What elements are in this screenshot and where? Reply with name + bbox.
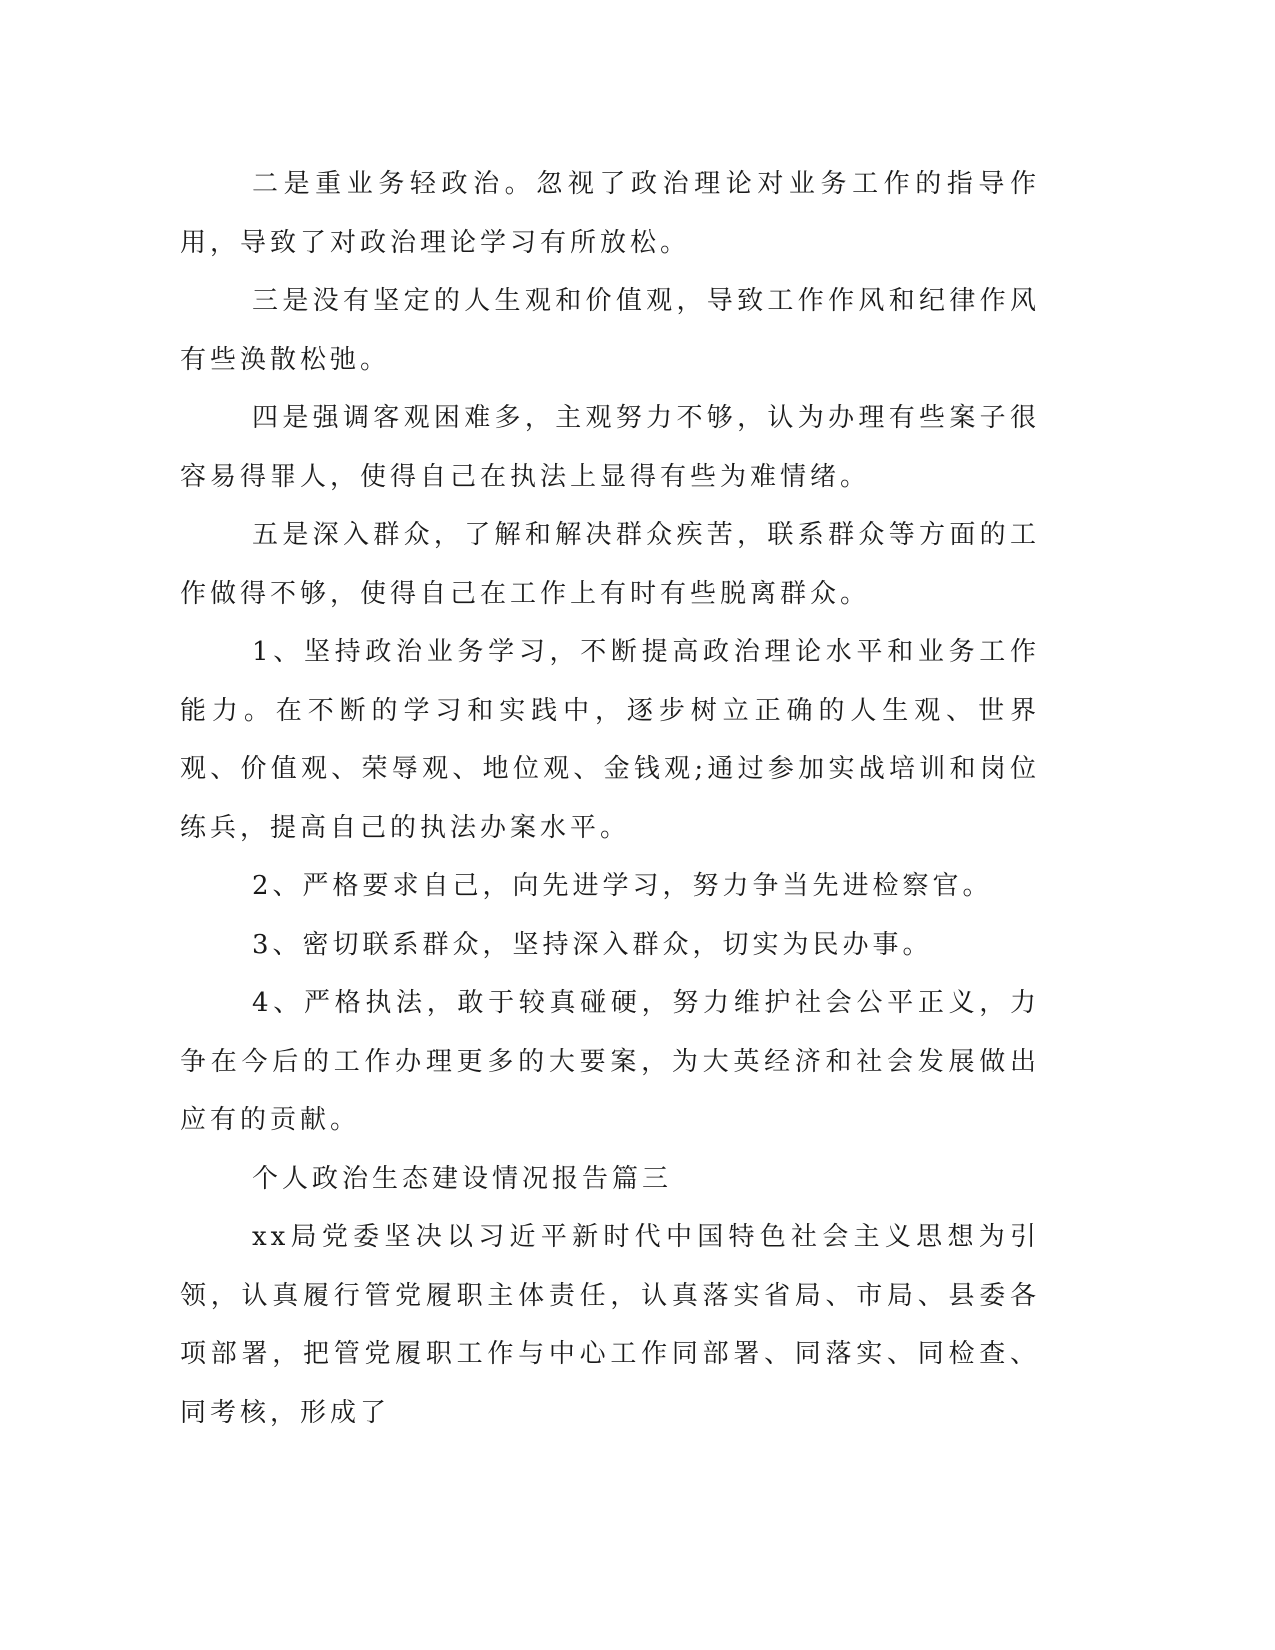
paragraph-measure-4: 4、严格执法，敢于较真碰硬，努力维护社会公平正义，力争在今后的工作办理更多的大要案，为大英经济和社会发展做出应有的贡献。 <box>180 988 1040 1135</box>
document-body <box>180 155 1040 1442</box>
paragraph-measure-3: 3、密切联系群众，坚持深入群众，切实为民办事。 <box>252 929 933 960</box>
paragraph-mass-contact: 五是深入群众，了解和解决群众疾苦，联系群众等方面的工作做得不够，使得自己在工作上有时有些脱离群众。 <box>180 520 1040 609</box>
paragraph-measure-2: 2、严格要求自己，向先进学习，努力争当先进检察官。 <box>252 871 993 901</box>
paragraph-political-neglect: 二是重业务轻政治。忽视了政治理论对业务工作的指导作用，导致了对政治理论学习有所放松。 <box>180 169 1040 258</box>
paragraph-section-intro: xx局党委坚决以习近平新时代中国特色社会主义思想为引领，认真履行管党履职主体责任，认真落实省局、市局、县委各项部署，把管党履职工作与中心工作同部署、同落实、同检查、同考核，形成了 <box>180 1222 1040 1428</box>
paragraph-values: 三是没有坚定的人生观和价值观，导致工作作风和纪律作风有些涣散松弛。 <box>180 286 1040 375</box>
paragraph-measure-1: 1、坚持政治业务学习，不断提高政治理论水平和业务工作能力。在不断的学习和实践中，逐步树立正确的人生观、世界观、价值观、荣辱观、地位观、金钱观;通过参加实战培训和岗位练兵，提高自己的执法办案水平。 <box>180 637 1040 843</box>
paragraph-objective-difficulties: 四是强调客观困难多，主观努力不够，认为办理有些案子很容易得罪人，使得自己在执法上显得有些为难情绪。 <box>180 403 1040 492</box>
section-heading: 个人政治生态建设情况报告篇三 <box>252 1163 673 1194</box>
